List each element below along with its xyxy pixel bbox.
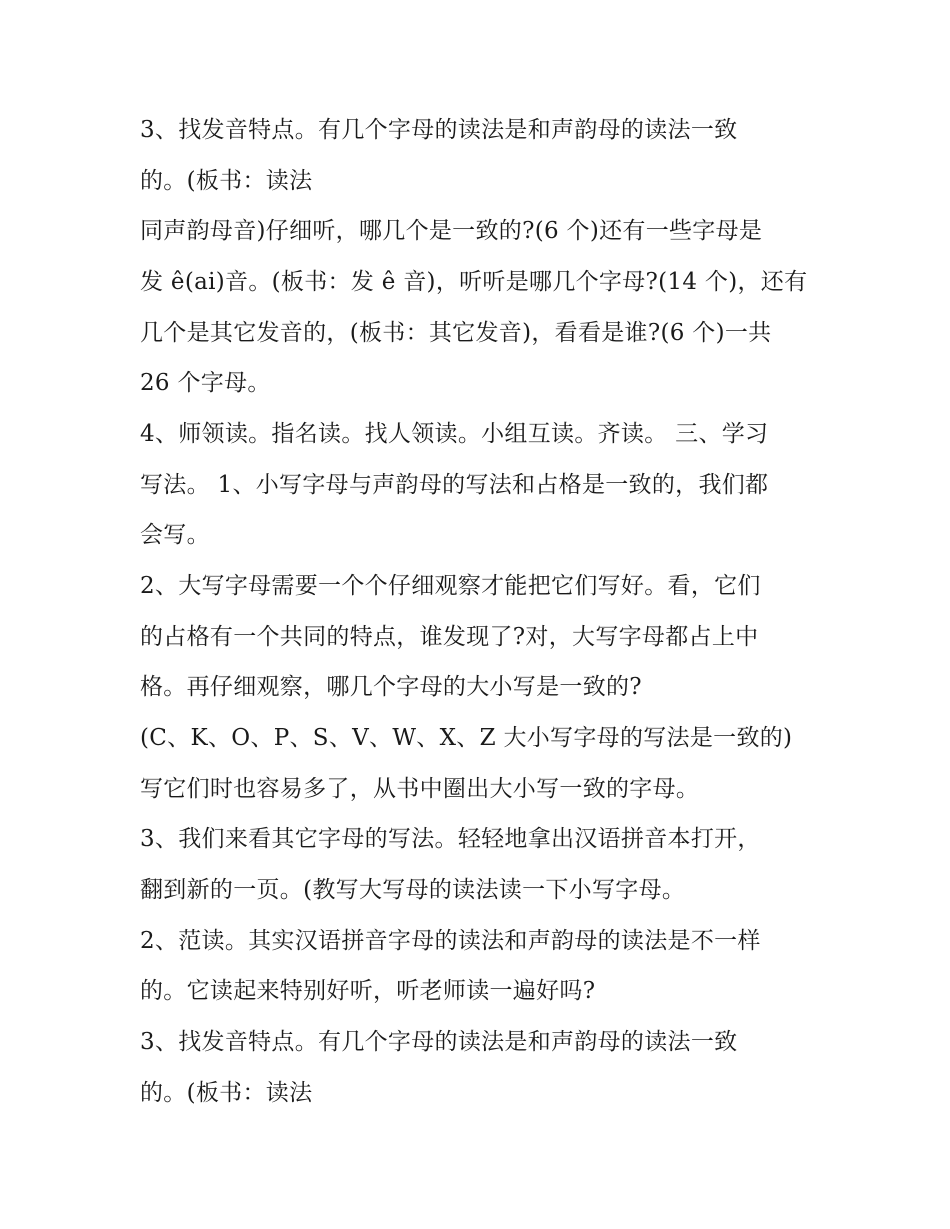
text-line: 3、我们来看其它字母的写法。轻轻地拿出汉语拼音本打开， (140, 826, 761, 852)
text-line: 2、大写字母需要一个个仔细观察才能把它们写好。看，它们 (140, 573, 761, 599)
text-line: 2、范读。其实汉语拼音字母的读法和声韵母的读法是不一样 (140, 928, 761, 954)
text-line: 的。(板书：读法 (140, 168, 313, 194)
text-line: 4、师领读。指名读。找人领读。小组互读。齐读。 三、学习 (140, 421, 769, 447)
text-line: 发 ê(ai)音。(板书：发 ê 音)，听听是哪几个字母?(14 个)，还有 (140, 269, 808, 295)
text-line: 写法。 1、小写字母与声韵母的写法和占格是一致的，我们都 (140, 472, 769, 498)
text-line: 的。(板书：读法 (140, 1080, 313, 1106)
text-line: 格。再仔细观察，哪几个字母的大小写是一致的? (140, 674, 642, 700)
text-line: 翻到新的一页。(教写大写母的读法读一下小写字母。 (140, 877, 686, 903)
text-line: 会写。 (140, 522, 210, 548)
text-line: 写它们时也容易多了，从书中圈出大小写一致的字母。 (140, 776, 700, 802)
text-line: 的。它读起来特别好听，听老师读一遍好吗? (140, 978, 596, 1004)
text-line: 26 个字母。 (140, 370, 271, 396)
text-line: (C、K、O、P、S、V、W、X、Z 大小写字母的写法是一致的) (140, 725, 793, 751)
text-line: 3、找发音特点。有几个字母的读法是和声韵母的读法一致 (140, 117, 738, 143)
text-line: 的占格有一个共同的特点，谁发现了?对，大写字母都占上中 (140, 624, 759, 650)
text-line: 同声韵母音)仔细听，哪几个是一致的?(6 个)还有一些字母是 (140, 218, 763, 244)
text-line: 3、找发音特点。有几个字母的读法是和声韵母的读法一致 (140, 1029, 738, 1055)
text-line: 几个是其它发音的，(板书：其它发音)，看看是谁?(6 个)一共 (140, 320, 772, 346)
